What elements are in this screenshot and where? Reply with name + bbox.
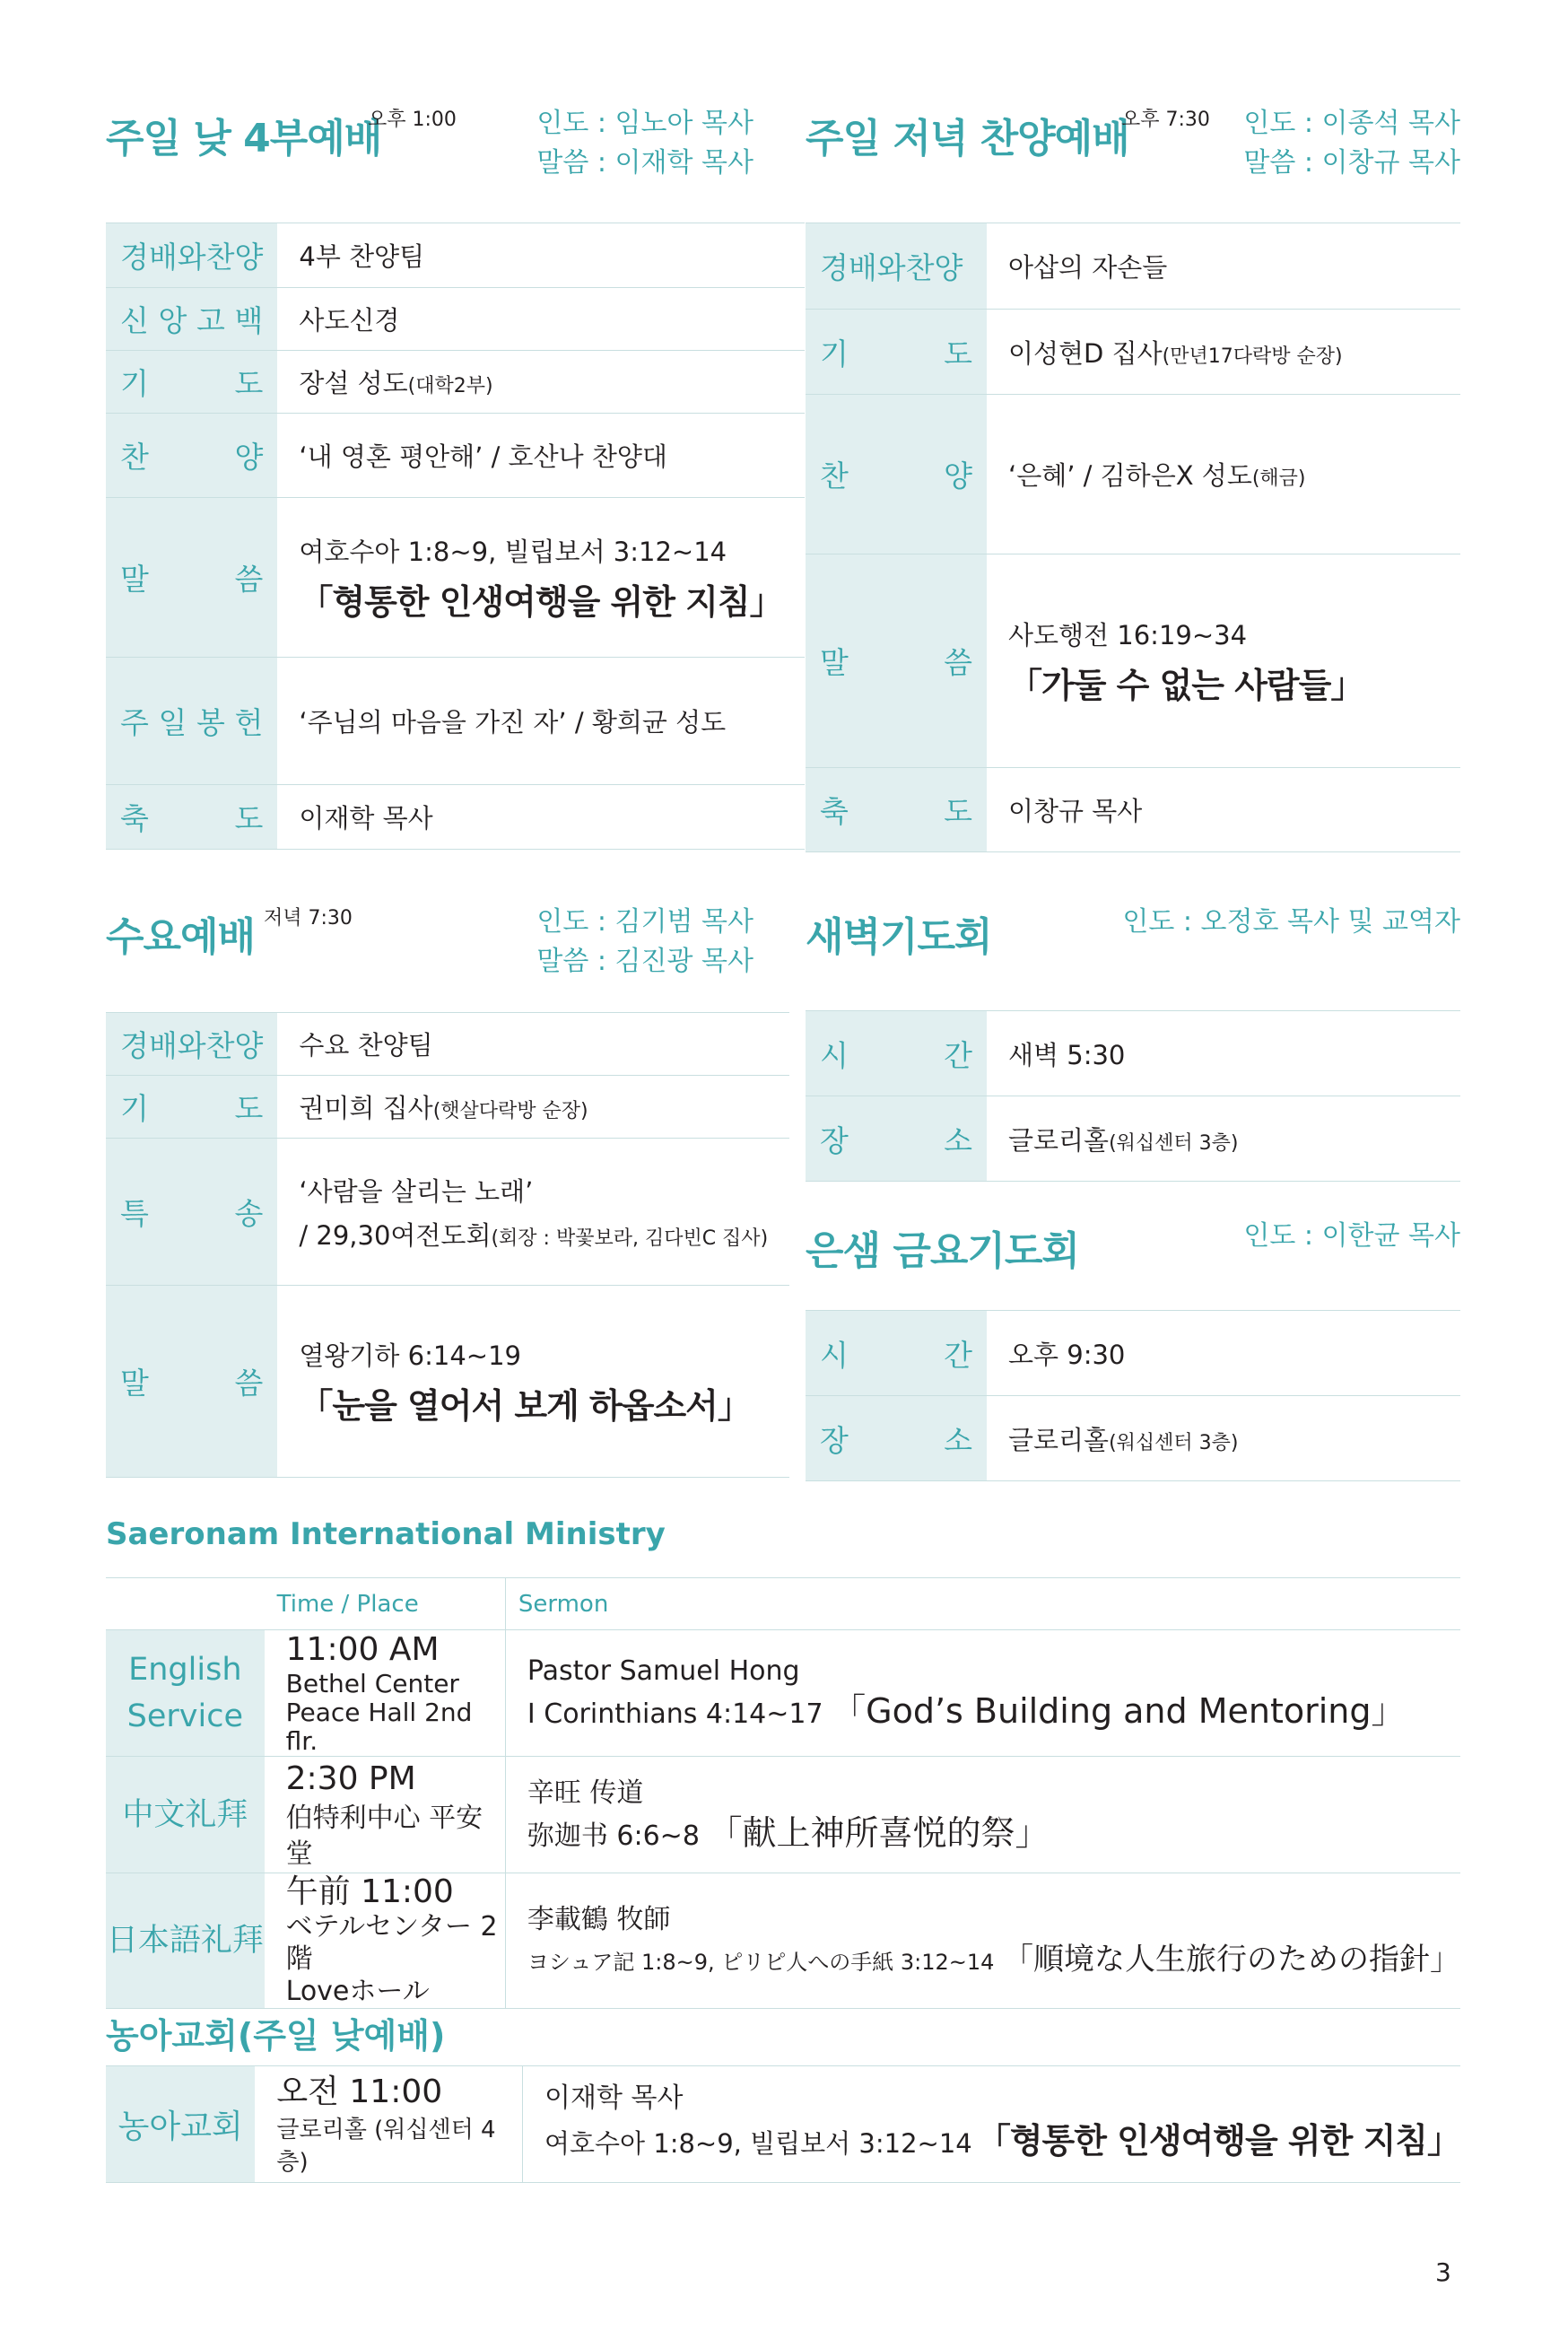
- table-row: [106, 498, 805, 658]
- row-label: 경배와찬양: [806, 223, 987, 310]
- leader: 인도 : 이종석 목사: [1243, 108, 1460, 139]
- section-title: 새벽기도회: [806, 914, 992, 960]
- table-row: [806, 554, 1460, 768]
- row-label: 주 일 봉 헌: [106, 658, 277, 785]
- sermon-reference: 여호수아 1:8~9, 빌립보서 3:12~14: [299, 536, 727, 567]
- table-row: [106, 414, 805, 498]
- row-value: 이창규 목사: [987, 768, 1460, 852]
- row-label: 말 씀: [106, 498, 277, 658]
- row-label: 축 도: [106, 785, 277, 850]
- table-row: [106, 1630, 1460, 1757]
- sermon-reference: 사도행전 16:19~34: [1008, 619, 1248, 650]
- order-of-service-table: [106, 223, 805, 850]
- table-row: [106, 1076, 789, 1139]
- table-row: [106, 1757, 1460, 1873]
- international-ministry-table: [106, 1577, 1460, 2009]
- service-label-japanese: 日本語礼拜: [106, 1873, 265, 2009]
- order-of-service-table: [806, 223, 1460, 852]
- table-row: [106, 1873, 1460, 2009]
- meeting-table: [806, 1310, 1460, 1481]
- table-row: [106, 1013, 789, 1076]
- row-label: 말 씀: [106, 1286, 277, 1478]
- friday-prayer-meeting: [806, 1211, 1460, 1481]
- leaders: [1243, 104, 1460, 183]
- sermon-info: 이재학 목사 여호수아 1:8~9, 빌립보서 3:12~14 「형통한 인생여행을 위한 지침」: [522, 2066, 1460, 2183]
- table-row: [806, 1311, 1460, 1396]
- leaders: [536, 104, 754, 183]
- row-value: 새벽 5:30: [987, 1011, 1460, 1096]
- table-row: [806, 768, 1460, 852]
- row-value: 4부 찬양팀: [277, 223, 804, 288]
- row-value: ‘은혜’ / 김하은X 성도(해금): [987, 395, 1460, 554]
- row-label: 기 도: [806, 310, 987, 395]
- leaders: [536, 903, 754, 982]
- row-value: 사도신경: [277, 288, 804, 351]
- table-row: [806, 1096, 1460, 1182]
- page-number: 3: [1435, 2257, 1451, 2287]
- row-label: 장 소: [806, 1096, 987, 1182]
- section-title: 은샘 금요기도회: [806, 1228, 1079, 1274]
- row-label: 특 송: [106, 1139, 277, 1286]
- service-label-english: English Service: [106, 1630, 265, 1757]
- table-row: [106, 351, 805, 414]
- deaf-church-table: [106, 2065, 1460, 2183]
- meeting-table: [806, 1010, 1460, 1182]
- table-row: [106, 2066, 1460, 2183]
- row-label: 말 씀: [806, 554, 987, 768]
- order-of-service-table: [106, 1012, 789, 1478]
- leader: 인도 : 오정호 목사 및 교역자: [1122, 906, 1460, 938]
- row-value: [987, 554, 1460, 768]
- row-value: 권미희 집사(햇살다락방 순장): [277, 1076, 789, 1139]
- row-value: 이성현D 집사(만년17다락방 순장): [987, 310, 1460, 395]
- row-label: 장 소: [806, 1396, 987, 1481]
- row-value: ‘주님의 마음을 가진 자’ / 황희균 성도: [277, 658, 804, 785]
- sermon-title: 「눈을 열어서 보게 하옵소서」: [299, 1385, 751, 1426]
- row-value: ‘내 영혼 평안해’ / 호산나 찬양대: [277, 414, 804, 498]
- sunday-4th-service: [106, 99, 783, 850]
- row-value: 아삽의 자손들: [987, 223, 1460, 310]
- service-label-chinese: 中文礼拜: [106, 1757, 265, 1873]
- leader: 인도 : 이한균 목사: [1243, 1220, 1460, 1252]
- sermon-info: 李載鶴 牧師 ヨシュア記 1:8~9, ピリピ人への手紙 3:12~14 「順境な人生旅行のための指針」: [505, 1873, 1460, 2009]
- section-header: [106, 99, 754, 197]
- table-row: [806, 223, 1460, 310]
- section-header: [806, 897, 1460, 978]
- row-value: 장설 성도(대학2부): [277, 351, 804, 414]
- preacher: 말씀 : 이창규 목사: [1243, 147, 1460, 179]
- row-label: 경배와찬양: [106, 223, 277, 288]
- time-place: 11:00 AM Bethel Center Peace Hall 2nd flr.: [265, 1630, 506, 1757]
- section-title: 주일 저녁 찬양예배: [806, 116, 1129, 162]
- row-value: 오후 9:30: [987, 1311, 1460, 1396]
- table-row: [106, 1286, 789, 1478]
- preacher: 말씀 : 이재학 목사: [536, 147, 754, 179]
- row-value: [277, 1286, 789, 1478]
- table-row: [106, 658, 805, 785]
- service-time: 오후 7:30: [1121, 109, 1210, 131]
- service-label: 농아교회: [106, 2066, 255, 2183]
- row-label: 기 도: [106, 1076, 277, 1139]
- sermon-info: Pastor Samuel Hong I Corinthians 4:14~17 「God’s Building and Mentoring」: [505, 1630, 1460, 1757]
- service-time: 저녁 7:30: [264, 907, 353, 930]
- table-row: [106, 288, 805, 351]
- wednesday-service: [106, 897, 769, 1478]
- preacher: 말씀 : 김진광 목사: [536, 946, 754, 977]
- sermon-reference: 열왕기하 6:14~19: [299, 1340, 521, 1371]
- row-value: ‘사람을 살리는 노래’ / 29,30여전도회(회장 : 박꽃보라, 김다빈C 집사): [277, 1139, 789, 1286]
- table-row: [106, 785, 805, 850]
- time-place: 오전 11:00 글로리홀 (워십센터 4층): [255, 2066, 522, 2183]
- time-place: 午前 11:00 ベテルセンター 2階 Loveホール: [265, 1873, 506, 2009]
- row-label: 축 도: [806, 768, 987, 852]
- row-label: 찬 양: [106, 414, 277, 498]
- row-value: 이재학 목사: [277, 785, 804, 850]
- table-header-row: [106, 1578, 1460, 1630]
- row-label: 시 간: [806, 1011, 987, 1096]
- column-header-time-place: Time / Place: [265, 1578, 506, 1630]
- table-row: [106, 1139, 789, 1286]
- row-value: 수요 찬양팀: [277, 1013, 789, 1076]
- row-value: [277, 498, 804, 658]
- dawn-prayer-meeting: [806, 897, 1460, 1182]
- row-label: 신 앙 고 백: [106, 288, 277, 351]
- row-label: 찬 양: [806, 395, 987, 554]
- section-header: [806, 99, 1460, 197]
- column-header-sermon: Sermon: [505, 1578, 1460, 1630]
- table-row: [806, 395, 1460, 554]
- table-row: [806, 1396, 1460, 1481]
- section-title: 주일 낮 4부예배: [106, 116, 382, 162]
- row-label: 경배와찬양: [106, 1013, 277, 1076]
- section-title: 수요예배: [106, 914, 256, 960]
- row-label: 시 간: [806, 1311, 987, 1396]
- sermon-title: 「형통한 인생여행을 위한 지침」: [299, 581, 783, 622]
- service-time: 오후 1:00: [368, 109, 457, 131]
- row-label: 기 도: [106, 351, 277, 414]
- sunday-evening-service: [806, 99, 1460, 852]
- row-value: 글로리홀(워십센터 3층): [987, 1096, 1460, 1182]
- leader: 인도 : 임노아 목사: [536, 108, 754, 139]
- leader: 인도 : 김기범 목사: [536, 906, 754, 938]
- table-row: [806, 1011, 1460, 1096]
- deaf-church-title: 농아교회(주일 낮예배): [106, 2016, 446, 2056]
- table-row: [106, 223, 805, 288]
- row-value: 글로리홀(워십센터 3층): [987, 1396, 1460, 1481]
- section-header: [806, 1211, 1460, 1292]
- time-place: 2:30 PM 伯特利中心 平安堂: [265, 1757, 506, 1873]
- table-row: [806, 310, 1460, 395]
- sermon-title: 「가둘 수 없는 사람들」: [1008, 665, 1364, 705]
- sermon-info: 辛旺 传道 弥迦书 6:6~8 「献上神所喜悦的祭」: [505, 1757, 1460, 1873]
- international-ministry-title: Saeronam International Ministry: [106, 1516, 666, 1552]
- section-header: [106, 897, 754, 996]
